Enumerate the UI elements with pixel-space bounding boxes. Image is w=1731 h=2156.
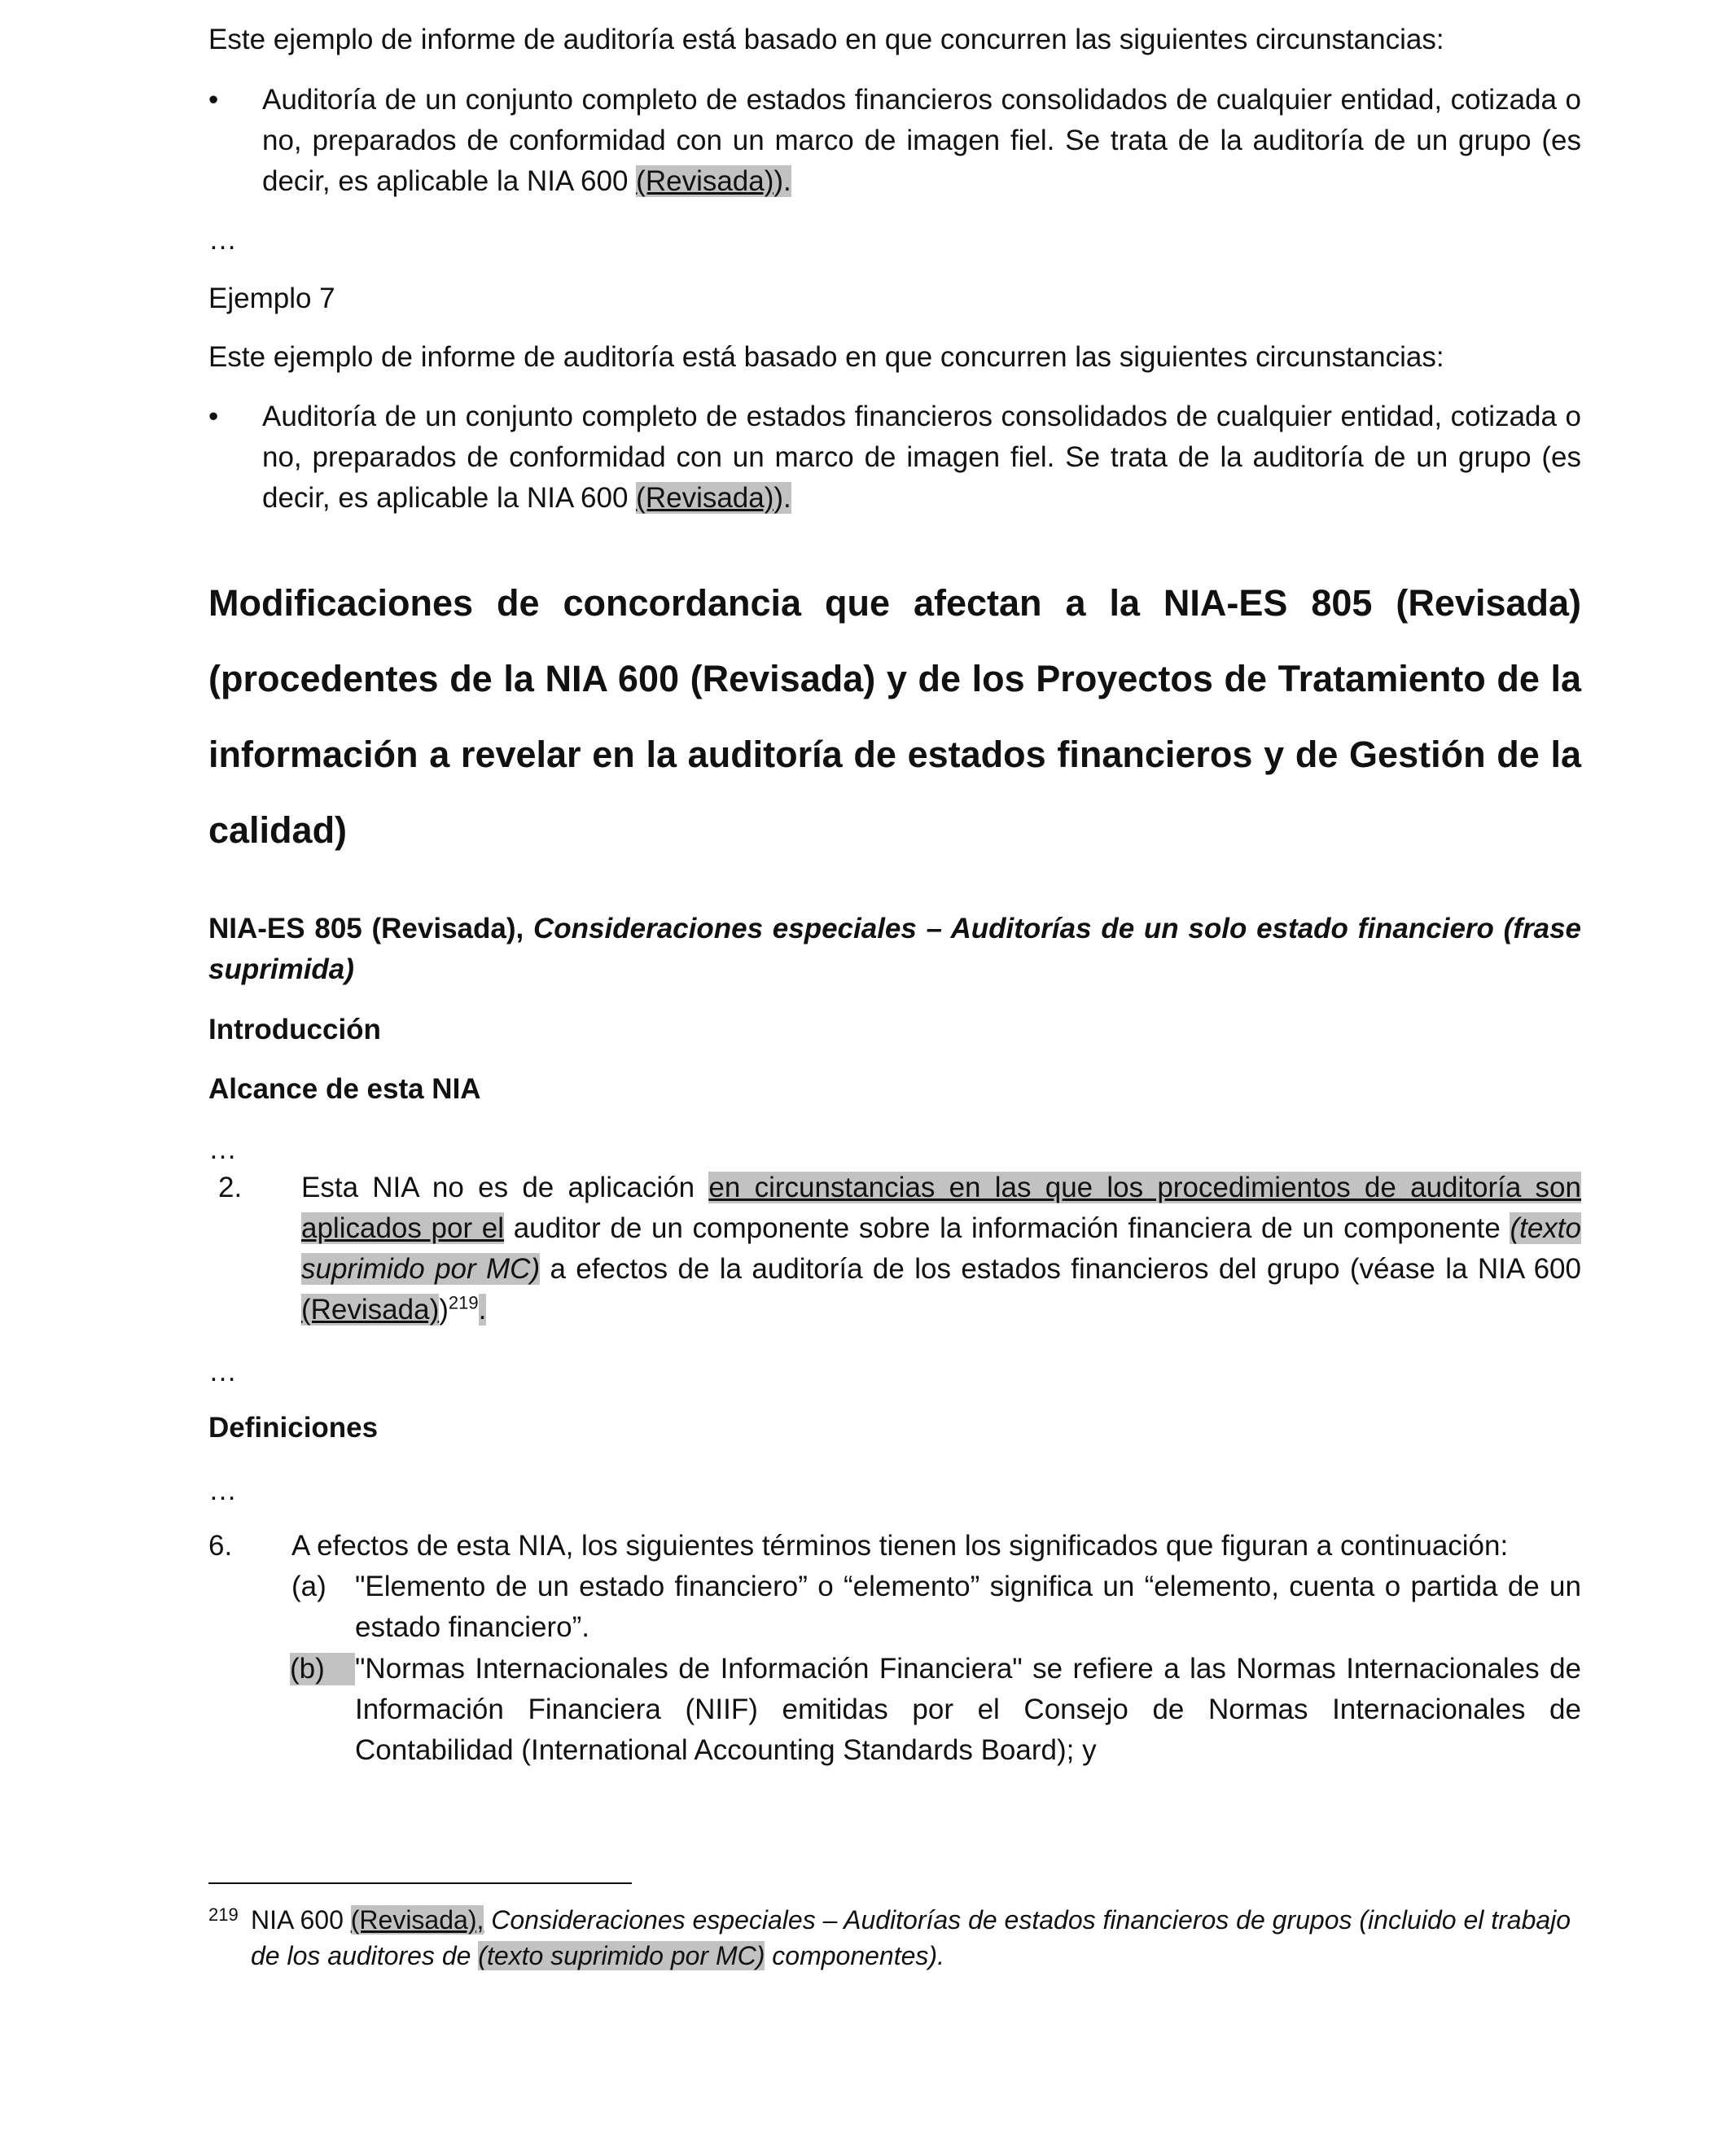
bullet-item-2-text: Auditoría de un conjunto completo de estados financieros consolidados de cualquier entidad, cotizada o no, preparados de conformidad con un marco de imagen fiel. Se trata de la auditoría de un grupo (es decir, es aplicable la NIA 600 (Revisada)). [262, 401, 1581, 514]
paragraph-6-text: A efectos de esta NIA, los siguientes términos tienen los significados que figuran a continuación: [291, 1530, 1509, 1562]
heading-alcance: Alcance de esta NIA [208, 1073, 481, 1105]
item-b-text: "Normas Internacionales de Información Financiera" se refiere a las Normas Internacionales de Información Financiera (NIIF) emitidas por el Consejo de Normas Internacionales de Contabilidad (International Accounting Standards Board); y [355, 1653, 1581, 1766]
footnote-text: NIA 600 (Revisada), Consideraciones especiales – Auditorías de estados financieros de grupos (incluido el trabajo de los auditores de (texto suprimido por MC) componentes). [251, 1905, 1571, 1970]
bullet-item-1 [208, 80, 1581, 202]
highlight-revisada: (Revisada) [636, 165, 774, 197]
example-7-title: Ejemplo 7 [208, 283, 335, 314]
footnote-ref: 219 [448, 1292, 479, 1313]
ellipsis-3: … [208, 1356, 237, 1387]
bullet-icon: • [208, 401, 219, 432]
paragraph-2-number: 2. [218, 1172, 243, 1203]
intro-line-1: Este ejemplo de informe de auditoría está basado en que concurren las siguientes circunstancias: [208, 24, 1444, 55]
footnote-mark: 219 [208, 1904, 239, 1925]
paragraph-2-text: Esta NIA no es de aplicación en circunstancias en las que los procedimientos de auditoría son aplicados por el auditor de un componente sobre la información financiera de un componente (texto suprimido por MC) a efectos de la auditoría de los estados financieros del grupo (véase la NIA 600 (Revisada))$^{219}$. [301, 1172, 1581, 1326]
heading-definiciones: Definiciones [208, 1412, 379, 1444]
ellipsis-4: … [208, 1475, 237, 1506]
highlight-revisada: (Revisada) [636, 482, 774, 514]
section-heading: Modificaciones de concordancia que afectan a la NIA-ES 805 (Revisada) (procedentes de la NIA 600 (Revisada) y de los Proyectos de Tratamiento de la información a revelar en la auditoría de estados financieros y de Gestión de la calidad) [208, 582, 1581, 851]
item-a-text: "Elemento de un estado financiero” o “elemento” significa un “elemento, cuenta o partida de un estado financiero”. [355, 1571, 1581, 1643]
intro-line-2: Este ejemplo de informe de auditoría está basado en que concurren las siguientes circunstancias: [208, 341, 1444, 373]
footnote-separator [208, 1882, 632, 1884]
paragraph-6-number: 6. [208, 1530, 233, 1562]
item-b-label: (b) [290, 1653, 355, 1685]
heading-introduccion: Introducción [208, 1014, 381, 1045]
bullet-item-1-text: Auditoría de un conjunto completo de estados financieros consolidados de cualquier entidad, cotizada o no, preparados de conformidad con un marco de imagen fiel. Se trata de la auditoría de un grupo (es decir, es aplicable la NIA 600 (Revisada)). [262, 84, 1581, 197]
footnote-219 [208, 1902, 1581, 1983]
bullet-icon: • [208, 84, 219, 116]
item-a-label: (a) [291, 1571, 326, 1602]
ellipsis-1: … [208, 224, 237, 256]
standard-title: NIA-ES 805 (Revisada), Consideraciones especiales – Auditorías de un solo estado financiero (frase suprimida) [208, 913, 1581, 985]
bullet-item-2 [208, 397, 1581, 519]
ellipsis-2: … [208, 1133, 237, 1165]
